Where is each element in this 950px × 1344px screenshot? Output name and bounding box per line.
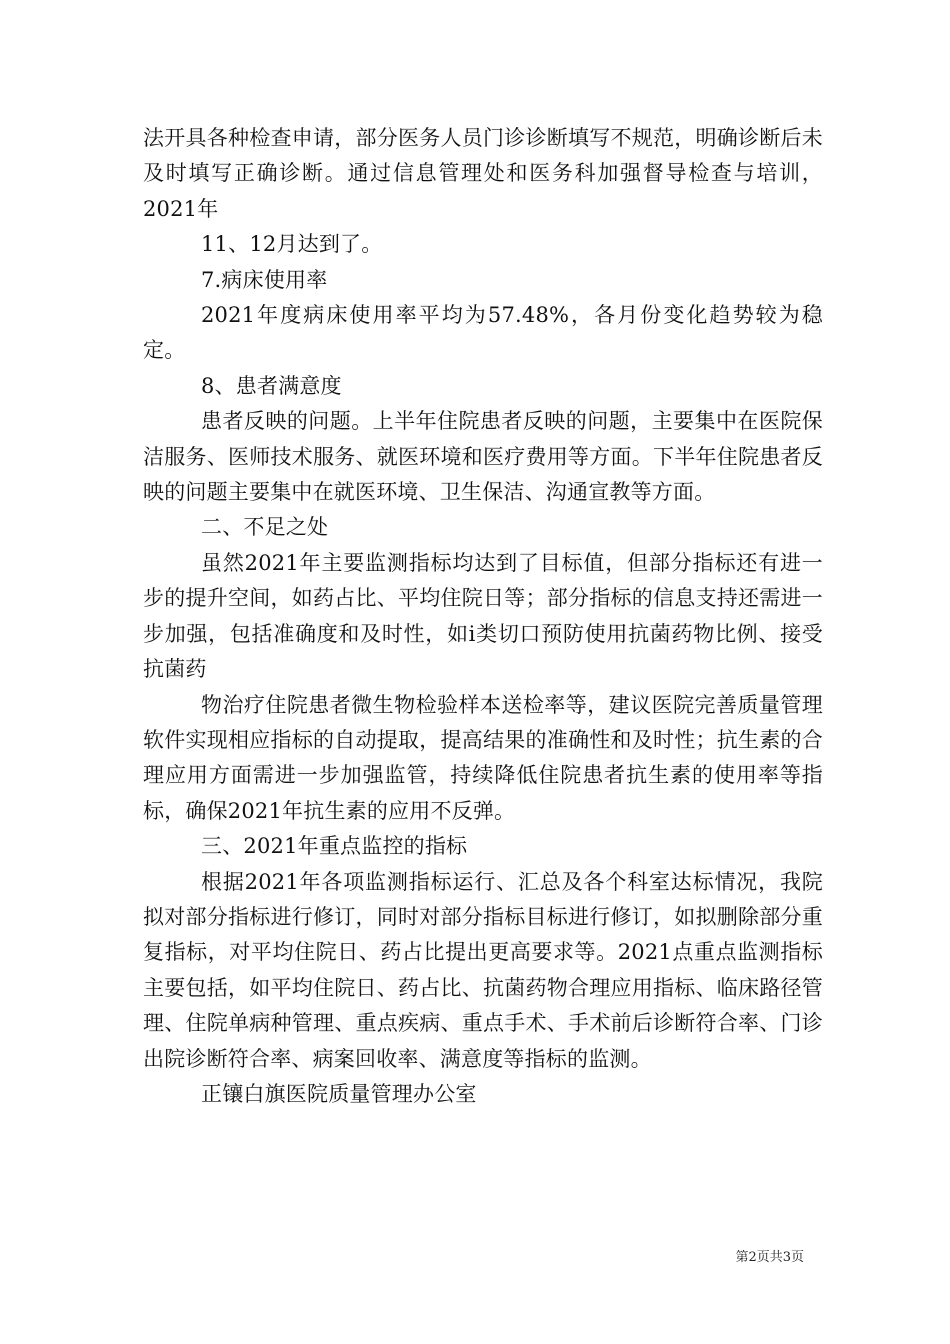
paragraph-continuation: 法开具各种检查申请，部分医务人员门诊诊断填写不规范，明确诊断后未及时填写正确诊断。通过信息管理处和医务科加强督导检查与培训，2021年: [143, 126, 823, 221]
paragraph-month-note: 11、12月达到了。: [201, 232, 383, 257]
page-number: 第2页共3页: [735, 1250, 804, 1265]
paragraph-key-indicators: 根据2021年各项监测指标运行、汇总及各个科室达标情况，我院拟对部分指标进行修订，同时对部分指标目标进行修订，如拟删除部分重复指标，对平均住院日、药占比提出更高要求等。2021点重点监测指标主要包括，如平均住院日、药占比、抗菌药物合理应用指标、临床路径管理、住院单病种管理、重点疾病、重点手术、手术前后诊断符合率、门诊出院诊断符合率、病案回收率、满意度等指标的监测。: [143, 869, 823, 1071]
heading-key-indicators: 三、2021年重点监控的指标: [201, 834, 468, 859]
signature-office: 正镶白旗医院质量管理办公室: [201, 1081, 477, 1106]
paragraph-bed-usage: 2021年度病床使用率平均为57.48%，各月份变化趋势较为稳定。: [143, 303, 823, 363]
document-body: [143, 121, 823, 1112]
paragraph-patient-feedback: 患者反映的问题。上半年住院患者反映的问题，主要集中在医院保洁服务、医师技术服务、就医环境和医疗费用等方面。下半年住院患者反映的问题主要集中在就医环境、卫生保洁、沟通宣教等方面。: [143, 409, 823, 505]
heading-shortcomings: 二、不足之处: [201, 515, 329, 540]
heading-patient-satisfaction: 8、患者满意度: [201, 373, 342, 398]
paragraph-shortcomings: 虽然2021年主要监测指标均达到了目标值，但部分指标还有进一步的提升空间，如药占比、平均住院日等；部分指标的信息支持还需进一步加强，包括准确度和及时性，如ⅰ类切口预防使用抗菌药物比例、接受抗菌药: [143, 550, 823, 682]
heading-bed-usage: 7.病床使用率: [201, 267, 328, 292]
paragraph-recommendations: 物治疗住院患者微生物检验样本送检率等，建议医院完善质量管理软件实现相应指标的自动提取，提高结果的准确性和及时性；抗生素的合理应用方面需进一步加强监管，持续降低住院患者抗生素的使用率等指标，确保2021年抗生素的应用不反弹。: [143, 692, 823, 823]
